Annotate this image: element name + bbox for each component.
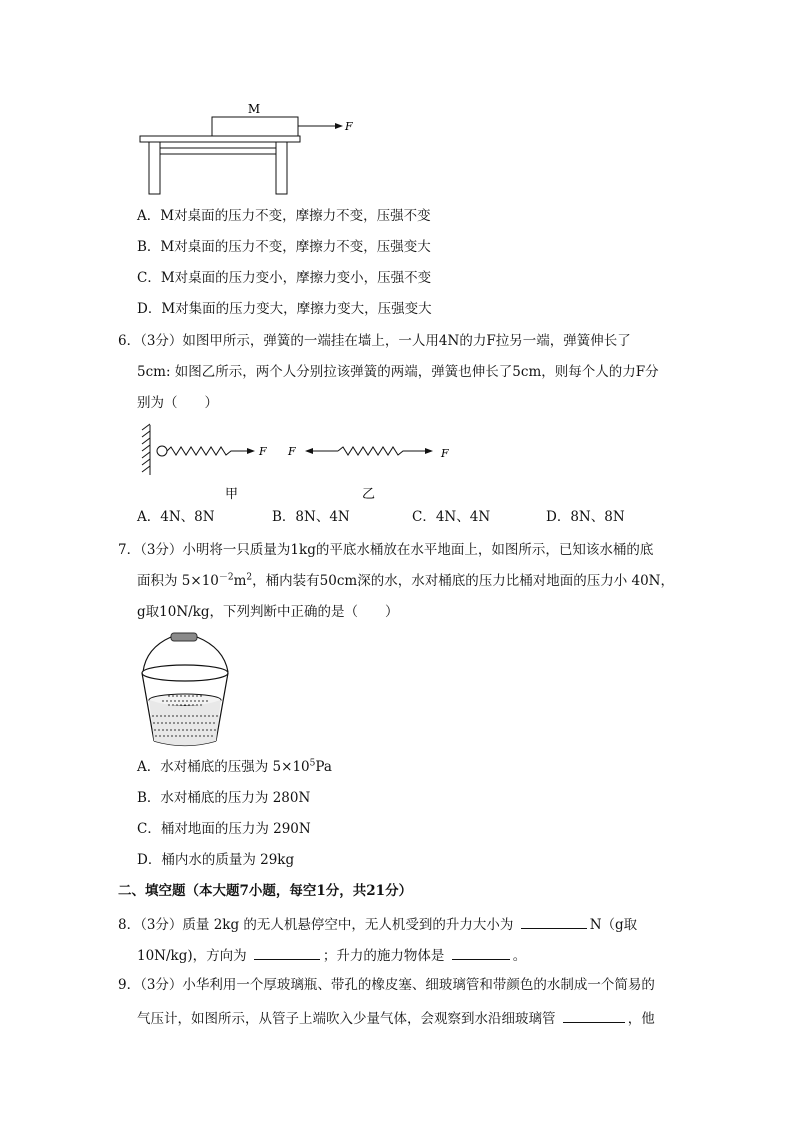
q5-option-b: B．M对桌面的压力不变，摩擦力不变，压强变大 xyxy=(137,239,431,255)
q7-option-a-unit: Pa xyxy=(315,759,332,775)
force-arrowhead xyxy=(335,123,343,129)
q5-option-d: D．M对集面的压力变大，摩擦力变大，压强变大 xyxy=(137,301,432,317)
q6-option-c: C．4N、4N xyxy=(412,509,491,525)
q7-area-prefix: 面积为 5×10 xyxy=(137,573,219,589)
q8-line2 xyxy=(137,944,526,966)
q9-line2-text: 气压计，如图所示，从管子上端吹入少量气体，会观察到水沿细玻璃管 xyxy=(137,1011,560,1027)
q6-option-a: A．4N、8N xyxy=(137,509,215,525)
block-m xyxy=(212,117,298,136)
q6-option-b: B．8N、4N xyxy=(272,509,350,525)
caption-a: 甲 xyxy=(225,487,239,502)
q9-line1: 9．（3分）小华利用一个厚玻璃瓶、带孔的橡皮塞、细玻璃管和带颜色的水制成一个简易的 xyxy=(118,977,655,993)
q9-line2 xyxy=(137,1007,655,1029)
q8-line1-suffix: N（g取 xyxy=(589,917,638,933)
arrow-b-left xyxy=(305,448,313,454)
q8-blank-1[interactable] xyxy=(521,913,587,929)
spring-b xyxy=(338,447,425,455)
table-rail xyxy=(160,148,276,154)
q8-line1-text: 8．（3分）质量 2kg 的无人机悬停空中，无人机受到的升力大小为 xyxy=(118,917,518,933)
bucket-rim xyxy=(142,665,228,681)
force-label: F xyxy=(345,120,353,133)
q6-stem-line2: 5cm: 如图乙所示，两个人分别拉该弹簧的两端，弹簧也伸长了5cm，则每个人的力F分 xyxy=(137,364,659,380)
q9-blank-1[interactable] xyxy=(563,1007,625,1023)
arrow-a xyxy=(247,448,255,454)
q6-stem-line1: 6．（3分）如图甲所示，弹簧的一端挂在墙上，一人用4N的力F拉另一端，弹簧伸长了 xyxy=(118,333,631,349)
force-b-right-label: F xyxy=(441,447,449,460)
q8-line2-text-b: ；升力的施力物体是 xyxy=(322,948,449,964)
q8-blank-3[interactable] xyxy=(452,944,510,960)
table-top xyxy=(140,136,300,142)
q7-option-a xyxy=(137,757,332,777)
bucket-handle-grip xyxy=(171,633,197,641)
q8-line1 xyxy=(118,913,637,935)
q8-line2-text-c: 。 xyxy=(512,948,527,964)
section-2-title: 二、填空题（本大题7小题，每空1分，共21分） xyxy=(118,883,413,899)
q6-option-d: D．8N、8N xyxy=(546,509,625,525)
q7-option-b: B．水对桶底的压力为 280N xyxy=(137,790,311,806)
bucket-figure xyxy=(138,628,238,752)
q7-area-exponent: －2 xyxy=(218,572,234,583)
q6-stem-line3: 别为（ ） xyxy=(137,395,218,411)
q7-area-suffix: ，桶内装有50cm深的水，水对桶底的压力比桶对地面的压力小 40N， xyxy=(252,573,674,589)
caption-b: 乙 xyxy=(362,487,376,502)
arrow-b-right xyxy=(425,448,433,454)
spring-a xyxy=(167,447,240,455)
force-a-label: F xyxy=(259,445,267,458)
block-label: M xyxy=(247,102,261,116)
q5-option-a: A．M对桌面的压力不变，摩擦力不变，压强不变 xyxy=(137,208,431,224)
q7-area-unit-exponent: 2 xyxy=(246,572,253,583)
q7-option-d: D．桶内水的质量为 29kg xyxy=(137,852,295,868)
q7-area-unit: m xyxy=(233,573,247,589)
block-on-table-figure xyxy=(130,98,370,198)
q9-line2-suffix: ，他 xyxy=(627,1011,655,1027)
q5-option-c: C．M对桌面的压力变小，摩擦力变小，压强不变 xyxy=(137,270,432,286)
table-leg-left xyxy=(149,142,160,194)
q7-stem-line2 xyxy=(137,571,674,591)
force-b-left-label: F xyxy=(288,445,296,458)
q7-stem-line3: g取10N/kg，下列判断中正确的是（ ） xyxy=(137,604,399,620)
q7-option-c: C．桶对地面的压力为 290N xyxy=(137,821,311,837)
table-leg-right xyxy=(276,142,287,194)
spring-figure xyxy=(140,420,470,505)
wall-hatch xyxy=(142,424,150,475)
q7-option-a-exponent: 5 xyxy=(309,758,316,769)
q8-line2-text-a: 10N/kg)，方向为 xyxy=(137,948,251,964)
q7-option-a-prefix: A．水对桶底的压强为 5×10 xyxy=(137,759,310,775)
q8-blank-2[interactable] xyxy=(254,944,320,960)
spring-ring xyxy=(157,446,167,456)
q7-stem-line1: 7．（3分）小明将一只质量为1kg的平底水桶放在水平地面上，如图所示，已知该水桶的底 xyxy=(118,542,654,558)
